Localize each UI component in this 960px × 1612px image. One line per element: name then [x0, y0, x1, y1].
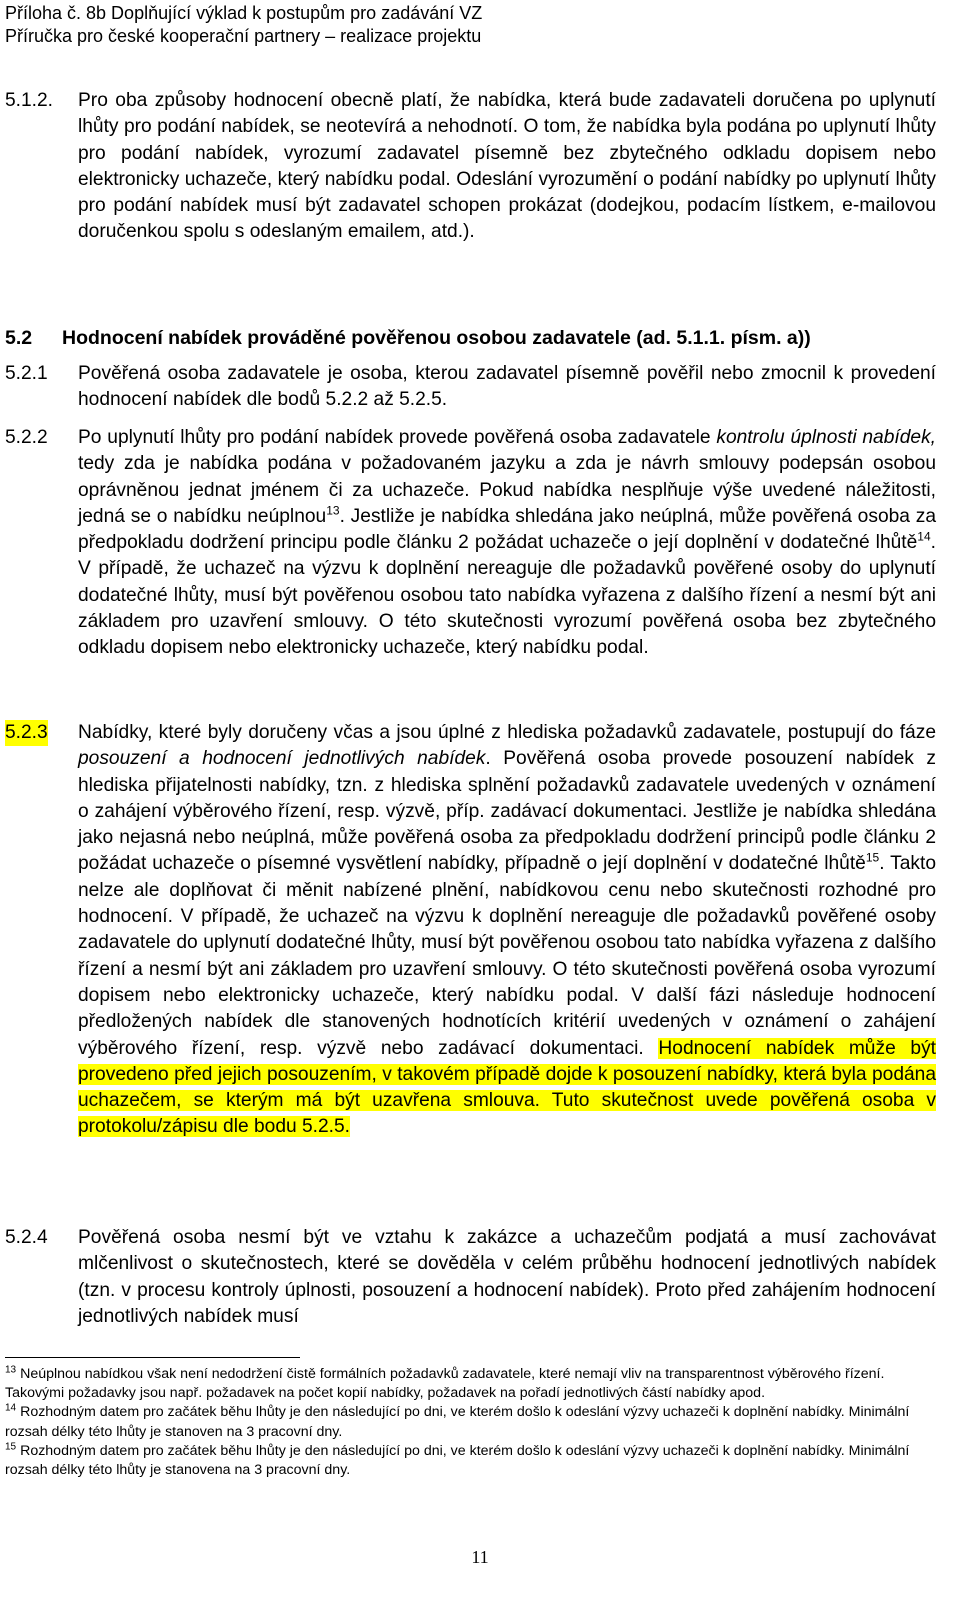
- footnote-text: Rozhodným datem pro začátek běhu lhůty je den následující po dni, ve kterém došlo k odeslání výzvy uchazeči k doplnění nabídky. Minimální rozsah délky této lhůty je stanovena na 3 pracovní dny.: [5, 1442, 910, 1479]
- section-body: [78, 425, 936, 662]
- section-number: 5.1.2.: [5, 90, 54, 111]
- footnote-text: Neúplnou nabídkou však není nedodržení čistě formálních požadavků zadavatele, které nemají vliv na transparentnost výběrového řízení. Takovými požadavky jsou např. požadavek na počet kopií nabídky, požadavek na pořadí jednotlivých částí nabídky apod.: [5, 1366, 885, 1402]
- page-number: 11: [471, 1547, 489, 1567]
- footnote-text: Rozhodným datem pro začátek běhu lhůty je den následující po dni, ve kterém došlo k odeslání výzvy uchazeči k doplnění nabídky. Minimální rozsah délky této lhůty je stanoven na 3 pracovní dny.: [5, 1404, 910, 1440]
- emphasis-text: kontrolu úplnosti nabídek,: [716, 427, 936, 448]
- section-number: 5.2.2: [5, 427, 48, 448]
- section-body: [78, 361, 936, 414]
- section-text: Pověřená osoba nesmí být ve vztahu k zakázce a uchazečům podjatá a musí zachovávat mlčenlivost o skutečnostech, které se dověděla v celém průběhu hodnocení jednotlivých nabídek (tzn. v procesu kontroly úplnosti, posouzení a hodnocení nabídek). Proto před zahájením hodnocení jednotlivých nabídek musí: [78, 1227, 936, 1327]
- section-5-2-3: [5, 720, 936, 1141]
- text-part: . Jestliže je nabídka shledána jako neúplná, může pověřená osoba za předpokladu dodržení principu podle článku 2 požádat uchazeče o její doplnění v dodatečné lhůtě: [78, 505, 936, 554]
- footnote-14: [5, 1403, 938, 1441]
- text-part: . Takto nelze ale doplňovat či měnit nabízené plnění, nabídkovou cenu nebo skutečnosti rozhodné pro hodnocení. V případě, že uchazeč na výzvu k doplnění nereaguje dle požadavků pověřené osoby zadavatele do uplynutí dodatečné lhůty, musí být pověřenou osobou tato nabídka vyřazena z dalšího řízení a nesmí být ani základem pro uzavření smlouvy. O této skutečnosti pověřená osoba vyrozumí dopisem nebo elektronicky uchazeče, který nabídku podal. V další fázi následuje hodnocení předložených nabídek dle stanovených hodnotících kritérií uvedených v oznámení o zahájení výběrového řízení, resp. výzvě nebo zadávací dokumentaci.: [78, 853, 936, 1059]
- section-5-2-2: [5, 425, 936, 662]
- footnote-ref-13[interactable]: 13: [326, 503, 340, 518]
- section-5-2-1: [5, 361, 936, 414]
- footnote-15: [5, 1442, 938, 1480]
- section-text: Pro oba způsoby hodnocení obecně platí, že nabídka, která bude zadavateli doručena po uplynutí lhůty pro podání nabídek, se neotevírá a nehodnotí. O tom, že nabídka byla podána po uplynutí lhůty pro podání nabídek, vyrozumí zadavatel písemně bez zbytečného odkladu dopisem nebo elektronicky uchazeče, který nabídku podal. Odeslání vyrozumění o podání nabídky po uplynutí lhůty pro podání nabídek musí být zadavatel schopen prokázat (dodejkou, podacím lístkem, e-mailovou doručenkou spolu s odeslaným emailem, atd.).: [78, 90, 936, 243]
- header-line-2: Příručka pro české kooperační partnery – realizace projektu: [5, 26, 482, 46]
- text-part: . V případě, že uchazeč na výzvu k doplnění nereaguje dle požadavků pověřené osoby do uplynutí dodatečné lhůty, musí být pověřenou osobou tato nabídka vyřazena z dalšího řízení a nesmí být ani základem pro uzavření smlouvy. O této skutečnosti vyrozumí pověřená osoba bez zbytečného odkladu dopisem nebo elektronicky uchazeče, který nabídku podal.: [78, 532, 936, 659]
- section-number-highlighted: 5.2.3: [5, 720, 48, 746]
- footnote-ref-14[interactable]: 14: [917, 529, 931, 544]
- footnotes: [5, 1365, 938, 1480]
- section-body: [78, 1225, 936, 1330]
- text-part: . Pověřená osoba provede posouzení nabídek z hlediska přijatelnosti nabídky, tzn. z hlediska splnění požadavků zadavatele uvedených v oznámení o zahájení výběrového řízení, resp. výzvě, příp. zadávací dokumentaci. Jestliže je nabídka shledána jako nejasná nebo neúplná, může pověřená osoba za předpokladu dodržení principů podle článku 2 požádat uchazeče o písemné vysvětlení nabídky, případně o její doplnění v dodatečné lhůtě: [78, 748, 936, 875]
- footnote-number: 15: [5, 1441, 17, 1453]
- section-body: [78, 720, 936, 1141]
- section-text: Pověřená osoba zadavatele je osoba, kterou zadavatel písemně pověřil nebo zmocnil k provedení hodnocení nabídek dle bodů 5.2.2 až 5.2.5.: [78, 363, 936, 411]
- text-part: tedy zda je nabídka podána v požadovaném jazyku a zda je návrh smlouvy podepsán osobou oprávněnou jednat jménem či za uchazeče. Pokud nabídka nesplňuje výše uvedené náležitosti, jedná se o nabídku neúplnou: [78, 453, 936, 527]
- section-number: 5.2.4: [5, 1227, 48, 1248]
- footnote-separator: [5, 1357, 300, 1358]
- text-part: Po uplynutí lhůty pro podání nabídek provede pověřená osoba zadavatele: [78, 427, 717, 448]
- heading-text: Hodnocení nabídek prováděné pověřenou osobou zadavatele (ad. 5.1.1. písm. a)): [62, 327, 811, 349]
- heading-number: 5.2: [5, 327, 33, 349]
- footnote-number: 13: [5, 1364, 17, 1376]
- header-line-1: Příloha č. 8b Doplňující výklad k postupům pro zadávání VZ: [5, 3, 483, 23]
- section-body: [78, 88, 936, 246]
- emphasis-text: posouzení a hodnocení jednotlivých nabídek: [78, 748, 486, 770]
- footnote-number: 14: [5, 1402, 17, 1414]
- text-part: Nabídky, které byly doručeny včas a jsou úplné z hlediska požadavků zadavatele, postupují do fáze: [78, 722, 936, 743]
- highlighted-text: Hodnocení nabídek může být provedeno před jejich posouzením, v takovém případě dojde k posouzení nabídky, která byla podána uchazečem, se kterým má být uzavřena smlouva. Tuto skutečnost uvede pověřená osoba v protokolu/zápisu dle bodu 5.2.5.: [78, 1037, 936, 1138]
- section-5-1-2: [5, 88, 936, 246]
- section-5-2-4: [5, 1225, 936, 1330]
- section-number: 5.2.1: [5, 363, 48, 384]
- footnote-13: [5, 1365, 938, 1403]
- page-header: [5, 2, 482, 48]
- footnote-ref-15[interactable]: 15: [865, 851, 880, 866]
